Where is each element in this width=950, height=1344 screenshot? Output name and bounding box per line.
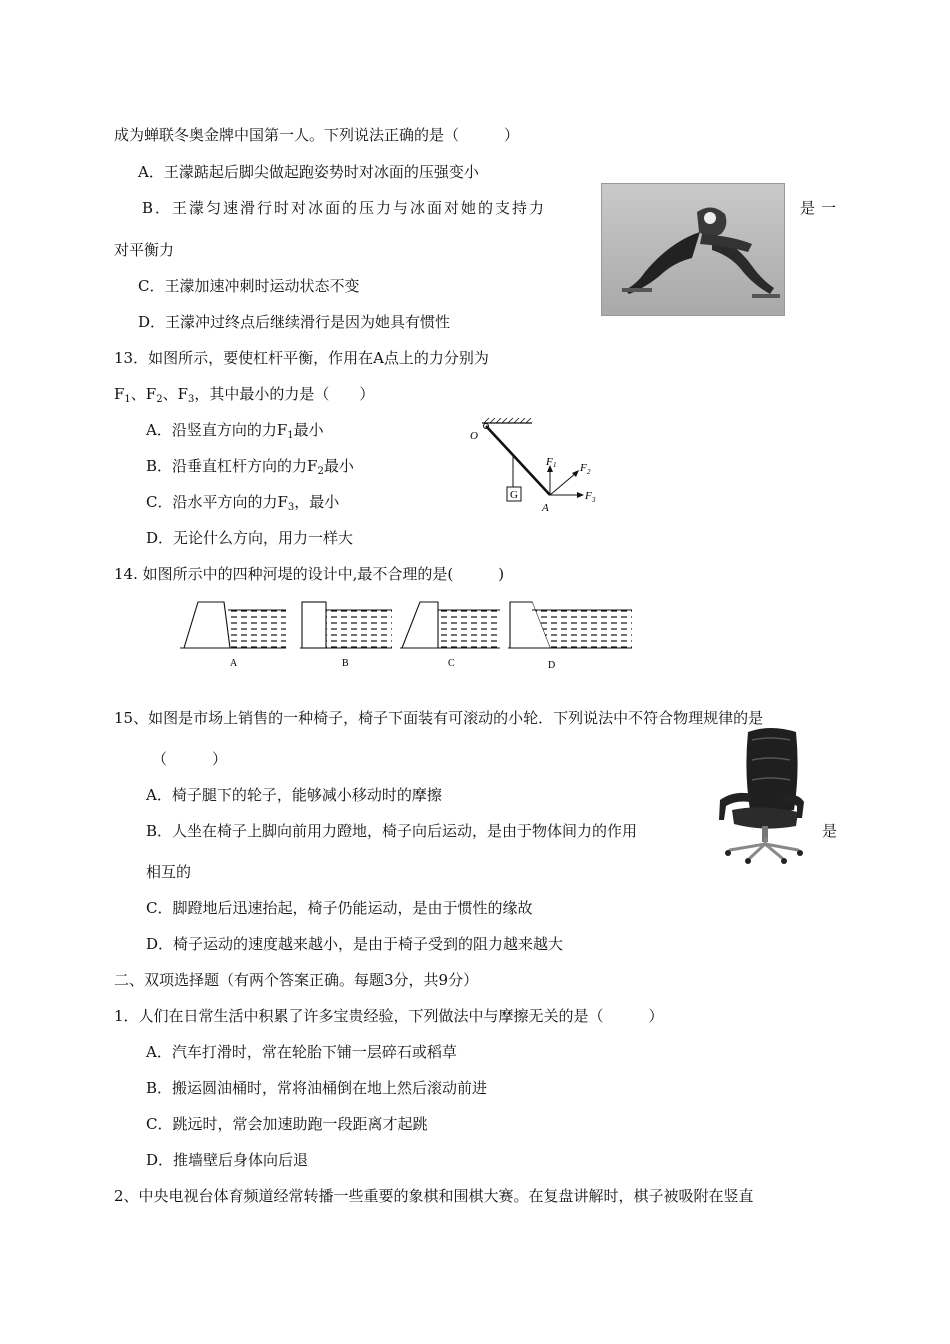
s2-q1-option-c: C．跳远时，常会加速助跑一段距离才起跳 [146,1115,428,1133]
q12-option-a: A．王濛踮起后脚尖做起跑姿势时对冰面的压强变小 [138,163,479,181]
embankment-b [300,602,392,648]
section2-title: 二、双项选择题（有两个答案正确。每题3分，共9分） [114,971,479,989]
option-text: ，最小 [294,493,340,511]
office-chair-image [712,726,808,864]
embankment-d [508,602,632,648]
lever-diagram [462,415,612,515]
f-label: 、F [162,385,189,403]
f2-arrow [550,473,576,495]
s2-q1-option-d: D．推墙壁后身体向后退 [146,1151,309,1169]
label-o: O [470,430,478,442]
subscript: 2 [317,466,324,477]
q12-stem: 成为蝉联冬奥金牌中国第一人。下列说法正确的是（ ） [114,126,520,144]
label-f2-sub: 2 [587,468,591,476]
label-f1: F [546,456,553,468]
label-f3: F [585,490,592,502]
q13-option-c [146,492,339,518]
label-c: C [448,658,455,669]
embankment-a [180,602,286,648]
q15-option-a: A．椅子腿下的轮子，能够减小移动时的摩擦 [146,786,442,804]
q15-stem: 15、如图是市场上销售的一种椅子，椅子下面装有可滚动的小轮．下列说法中不符合物理规律的是 [114,709,764,727]
label-a: A [230,658,238,669]
q12-option-b: B．王濛匀速滑行时对冰面的压力与冰面对她的支持力 [142,199,547,217]
q15-option-b-cont: 是 [822,822,838,840]
lever-svg [462,415,612,515]
subscript: 2 [156,394,163,405]
q15-paren: （ ） [152,750,228,768]
option-text: 最小 [293,421,324,439]
speed-skater-image [602,184,784,315]
s2-q1-option-a: A．汽车打滑时，常在轮胎下铺一层碎石或稻草 [146,1043,457,1061]
embankment-c [400,602,500,648]
subscript: 1 [124,394,131,405]
q13-stem-2 [114,384,374,410]
lever-bar [486,426,550,495]
q14-stem: 14. 如图所示中的四种河堤的设计中,最不合理的是( ) [114,565,505,583]
skater-photo [601,183,785,316]
option-text: 最小 [323,457,354,475]
s2-q1-stem: 1．人们在日常生活中积累了许多宝贵经验，下列做法中与摩擦无关的是（ ） [114,1007,664,1025]
q13-option-b [146,456,354,482]
q15-option-c: C．脚蹬地后迅速抬起，椅子仍能运动，是由于惯性的缘故 [146,899,533,917]
q13-option-d: D．无论什么方向，用力一样大 [146,529,354,547]
label-f3-sub: 3 [592,496,596,504]
f3-arrowhead [577,492,584,498]
stem-tail: ，其中最小的力是（ ） [194,385,375,403]
label-f1-sub: 1 [553,461,557,469]
s2-q1-option-b: B．搬运圆油桶时，常将油桶倒在地上然后滚动前进 [146,1079,488,1097]
label-f2: F [580,462,587,474]
option-text: A．沿竖直方向的力F [146,421,288,439]
embankment-figures [180,596,640,672]
f-label: F [114,385,125,403]
subscript: 3 [287,502,295,513]
option-text: C．沿水平方向的力F [146,493,288,511]
q12-option-c: C．王濛加速冲刺时运动状态不变 [138,277,360,295]
subscript: 3 [188,394,195,405]
q15-option-d: D．椅子运动的速度越来越小，是由于椅子受到的阻力越来越大 [146,935,564,953]
chair-svg [712,726,808,864]
s2-q2-stem: 2、中央电视台体育频道经常转播一些重要的象棋和围棋大赛。在复盘讲解时，棋子被吸附在竖直 [114,1187,754,1205]
q15-option-b-end: 相互的 [146,863,192,881]
q12-option-b-cont: 是一 [800,199,843,217]
f-label: 、F [130,385,157,403]
q13-option-a [146,420,324,446]
label-a: A [542,502,549,514]
subscript: 1 [287,430,294,441]
option-text: B．沿垂直杠杆方向的力F [146,457,318,475]
q12-option-b-end: 对平衡力 [114,241,175,259]
q15-option-b: B．人坐在椅子上脚向前用力蹬地，椅子向后运动，是由于物体间力的作用 [146,822,638,840]
label-b: B [342,658,349,669]
q13-stem-1: 13．如图所示，要使杠杆平衡，作用在A点上的力分别为 [114,349,489,367]
q12-option-d: D．王濛冲过终点后继续滑行是因为她具有惯性 [138,313,451,331]
label-g: G [510,489,518,501]
embankment-svg [180,596,640,672]
label-d: D [548,660,556,671]
ceiling-hatch [484,418,531,423]
